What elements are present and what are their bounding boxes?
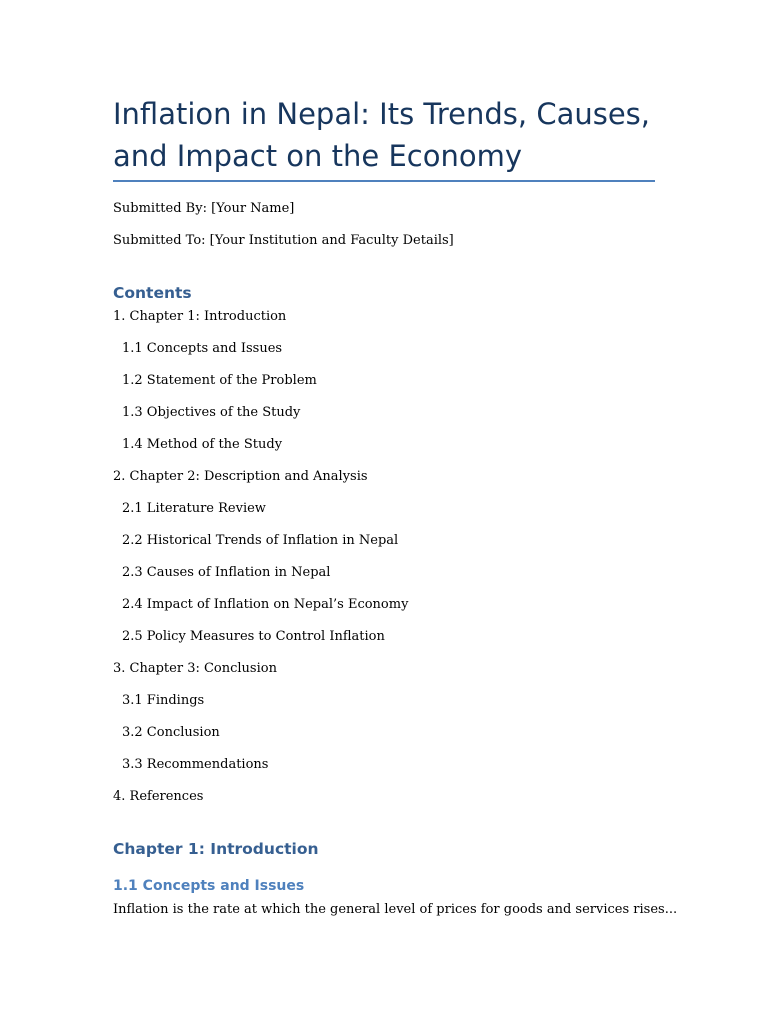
- toc-item-1-3: 1.3 Objectives of the Study: [122, 405, 301, 420]
- contents-heading: Contents: [113, 284, 192, 302]
- toc-item-2-2: 2.2 Historical Trends of Inflation in Nepal: [122, 533, 399, 548]
- toc-item-2-5: 2.5 Policy Measures to Control Inflation: [122, 629, 385, 644]
- submitted-to-line: Submitted To: [Your Institution and Faculty Details]: [113, 233, 454, 248]
- toc-item-chapter-2: 2. Chapter 2: Description and Analysis: [113, 469, 368, 484]
- toc-item-1-1: 1.1 Concepts and Issues: [122, 341, 283, 356]
- toc-item-3-3: 3.3 Recommendations: [122, 757, 269, 772]
- toc-item-chapter-3: 3. Chapter 3: Conclusion: [113, 661, 277, 676]
- title-underline-rule: [113, 180, 655, 182]
- toc-item-3-1: 3.1 Findings: [122, 693, 205, 708]
- toc-item-chapter-1: 1. Chapter 1: Introduction: [113, 309, 287, 324]
- toc-item-2-4: 2.4 Impact of Inflation on Nepal’s Economy: [122, 597, 409, 612]
- section-1-1-heading: 1.1 Concepts and Issues: [113, 878, 305, 894]
- submitted-by-line: Submitted By: [Your Name]: [113, 201, 295, 216]
- section-1-1-paragraph: Inflation is the rate at which the general level of prices for goods and services rises...: [113, 902, 678, 917]
- toc-item-1-4: 1.4 Method of the Study: [122, 437, 283, 452]
- document-title: [113, 93, 658, 177]
- toc-item-2-1: 2.1 Literature Review: [122, 501, 266, 516]
- title-line-1: Inflation in Nepal: Its Trends, Causes,: [113, 97, 650, 131]
- title-line-2: and Impact on the Economy: [113, 139, 522, 173]
- toc-item-3-2: 3.2 Conclusion: [122, 725, 220, 740]
- chapter-1-heading: Chapter 1: Introduction: [113, 840, 319, 858]
- toc-item-references: 4. References: [113, 789, 204, 804]
- toc-item-2-3: 2.3 Causes of Inflation in Nepal: [122, 565, 331, 580]
- toc-item-1-2: 1.2 Statement of the Problem: [122, 373, 317, 388]
